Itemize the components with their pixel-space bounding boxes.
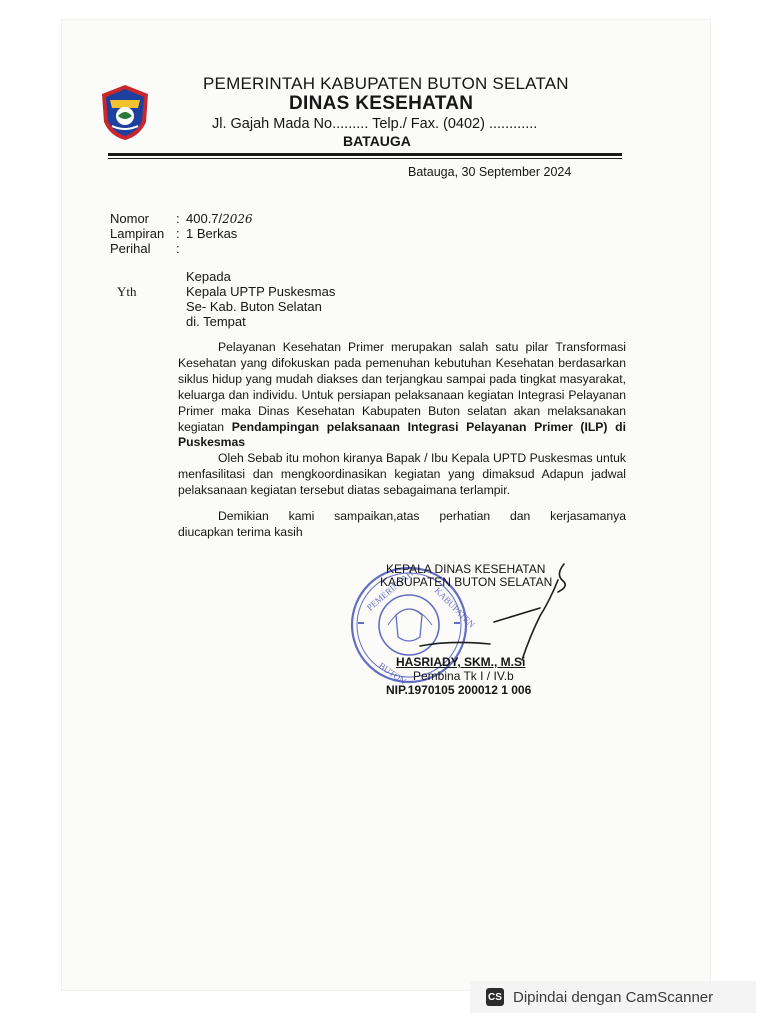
nomor-label: Nomor [110, 211, 150, 226]
signatory-rank: Pembina Tk I / IV.b [413, 669, 514, 683]
nomor-colon: : [176, 211, 180, 226]
lampiran-colon: : [176, 226, 180, 241]
kabupaten-logo-icon [96, 82, 154, 142]
signatory-name: HASRIADY, SKM., M.Si [396, 655, 526, 669]
letterhead-rule-thin [108, 158, 622, 159]
closing [178, 508, 626, 540]
letterhead-rule-thick [108, 153, 622, 156]
letter-date: Batauga, 30 September 2024 [408, 165, 572, 179]
closing-line-1: Demikian kami sampaikan,atas perhatian dan kerjasamanya [218, 509, 626, 523]
yth-label: Yth [117, 284, 137, 299]
camscanner-icon: CS [486, 988, 504, 1006]
closing-line-2: diucapkan terima kasih [178, 525, 303, 539]
perihal-label: Perihal [110, 241, 151, 256]
handwritten-signature-icon [390, 560, 590, 670]
paragraph-1-text: Pelayanan Kesehatan Primer merupakan salah satu pilar Transformasi Kesehatan yang difokuskan pada pemenuhan kebutuhan Kesehatan berdasarkan siklus hidup yang mudah diakses dan terjangkau sampai pada tingkat masyarakat, keluarga dan individu. Untuk persiapan pelaksanaan kegiatan Integrasi Pelayanan Primer maka Dinas Kesehatan Kabupaten Buton selatan akan melaksanakan kegiatan [178, 340, 626, 434]
letterhead-address: Jl. Gajah Mada No......... Telp./ Fax. (0402) ............ [212, 116, 538, 132]
lampiran-label: Lampiran [110, 226, 165, 241]
svg-text:PEMERINTAH: PEMERINTAH [364, 568, 416, 613]
signatory-title-2: KABUPATEN BUTON SELATAN [380, 575, 553, 589]
nomor-printed: 400.7/ [186, 211, 223, 226]
svg-text:KABUPATEN: KABUPATEN [432, 585, 477, 630]
paragraph-2: Oleh Sebab itu mohon kiranya Bapak / Ibu Kepala UPTD Puskesmas untuk menfasilitasi dan mengkoordinasikan kegiatan yang dimaksud Adapun jadwal pelaksanaan kegiatan tersebut diatas sebagaimana terlampir. [178, 451, 626, 498]
recipient-line2: Se- Kab. Buton Selatan [186, 299, 322, 314]
paragraph-1 [178, 340, 626, 451]
recipient-line1: Kepala UPTP Puskesmas [186, 284, 336, 299]
letterhead-agency: DINAS KESEHATAN [289, 93, 474, 114]
perihal-colon: : [176, 241, 180, 256]
nomor-value [186, 211, 253, 226]
lampiran-value: 1 Berkas [186, 226, 238, 241]
signatory-title-1: KEPALA DINAS KESEHATAN [386, 562, 546, 576]
svg-text:BUTON: BUTON [376, 660, 408, 687]
nomor-handwritten: 2026 [222, 212, 253, 226]
signatory-nip: NIP.1970105 200012 1 006 [386, 683, 532, 697]
scanned-page [62, 20, 710, 990]
camscanner-badge [470, 981, 756, 1013]
recipient-line3: di. Tempat [186, 314, 246, 329]
letterhead-city: BATAUGA [343, 133, 411, 149]
recipient-kepada: Kepada [186, 269, 231, 284]
letterhead-government: PEMERINTAH KABUPATEN BUTON SELATAN [203, 74, 569, 93]
paragraph-1-bold: Pendampingan pelaksanaan Integrasi Pelayanan Primer (ILP) di Puskesmas [178, 419, 626, 450]
camscanner-text: Dipindai dengan CamScanner [513, 988, 714, 1006]
letter-body [178, 340, 626, 499]
